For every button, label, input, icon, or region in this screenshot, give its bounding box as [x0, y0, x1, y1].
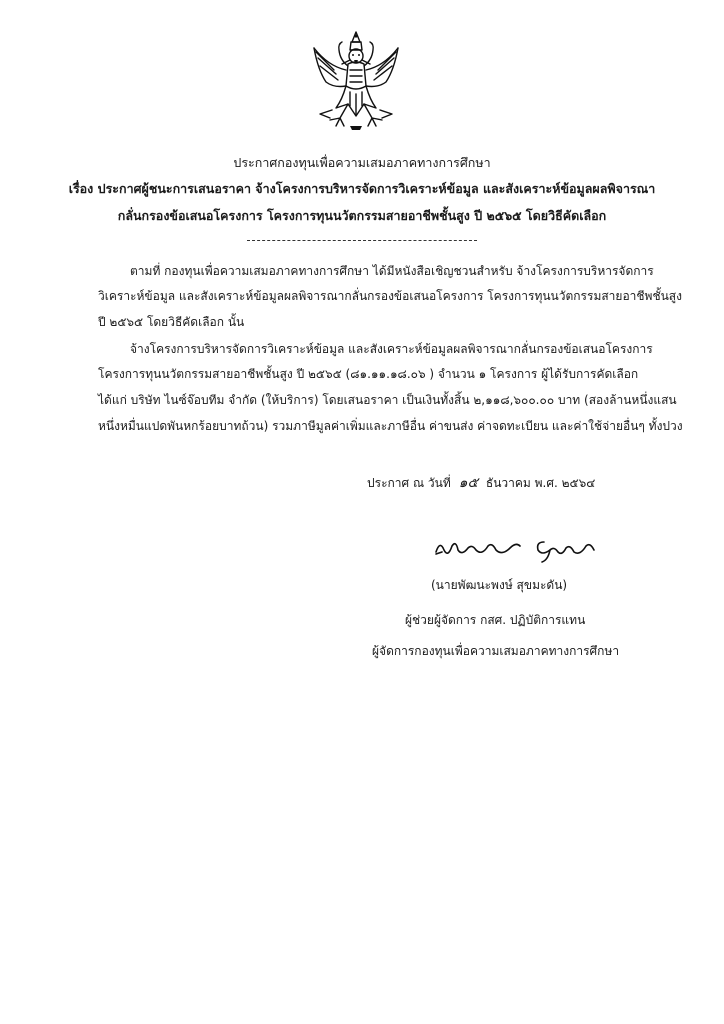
para1-line-2: วิเคราะห์ข้อมูล และสังเคราะห์ข้อมูลผลพิจารณากลั่นกรองข้อเสนอโครงการ โครงการทุนนวัตกรรมสายอาชีพชั้นสูง — [98, 289, 682, 303]
signer-position-1: ผู้ช่วยผู้จัดการ กสศ. ปฏิบัติการแทน — [405, 613, 586, 627]
garuda-emblem-icon — [306, 30, 406, 134]
announce-prefix: ประกาศ ณ วันที่ — [367, 476, 451, 490]
handwritten-signature — [432, 532, 602, 566]
separator-line — [247, 240, 477, 241]
para2-line-2: โครงการทุนนวัตกรรมสายอาชีพชั้นสูง ปี ๒๕๖๕ (๘๑.๑๑.๑๘.๐๖ ) จำนวน ๑ โครงการ ผู้ได้รับการคัดเลือก — [98, 367, 639, 381]
subject-line-2: กลั่นกรองข้อเสนอโครงการ โครงการทุนนวัตกรรมสายอาชีพชั้นสูง ปี ๒๕๖๕ โดยวิธีคัดเลือก — [117, 208, 607, 223]
para2-line-4: หนึ่งหมื่นแปดพันหกร้อยบาทถ้วน) รวมภาษีมูลค่าเพิ่มและภาษีอื่น ค่าขนส่ง ค่าจดทะเบียน และค่าใช้จ่ายอื่นๆ ทั้งปวง — [98, 419, 683, 433]
announce-date — [367, 472, 595, 494]
para2-line-3: ได้แก่ บริษัท ไนซ์จ๊อบทีม จำกัด (ให้บริการ) โดยเสนอราคา เป็นเงินทั้งสิ้น ๒,๑๑๘,๖๐๐.๐๐ บาท (สองล้านหนึ่งแสน — [98, 393, 677, 407]
para2-line-1: จ้างโครงการบริหารจัดการวิเคราะห์ข้อมูล และสังเคราะห์ข้อมูลผลพิจารณากลั่นกรองข้อเสนอโครงการ — [130, 342, 653, 356]
signer-name: (นายพัฒนะพงษ์ สุขมะดัน) — [431, 578, 568, 592]
signer-position-2: ผู้จัดการกองทุนเพื่อความเสมอภาคทางการศึกษา — [372, 644, 620, 658]
para1-line-1: ตามที่ กองทุนเพื่อความเสมอภาคทางการศึกษา ได้มีหนังสือเชิญชวนสำหรับ จ้างโครงการบริหารจัดการ — [130, 264, 654, 278]
para1-line-3: ปี ๒๕๖๕ โดยวิธีคัดเลือก นั้น — [98, 315, 245, 329]
announce-day: ๑๕ — [458, 475, 479, 491]
announce-month-year: ธันวาคม พ.ศ. ๒๕๖๔ — [485, 476, 596, 490]
subject-line-1: เรื่อง ประกาศผู้ชนะการเสนอราคา จ้างโครงการบริหารจัดการวิเคราะห์ข้อมูล และสังเคราะห์ข้อมูลผลพิจารณา — [68, 181, 656, 196]
announcement-title: ประกาศกองทุนเพื่อความเสมอภาคทางการศึกษา — [233, 155, 491, 170]
